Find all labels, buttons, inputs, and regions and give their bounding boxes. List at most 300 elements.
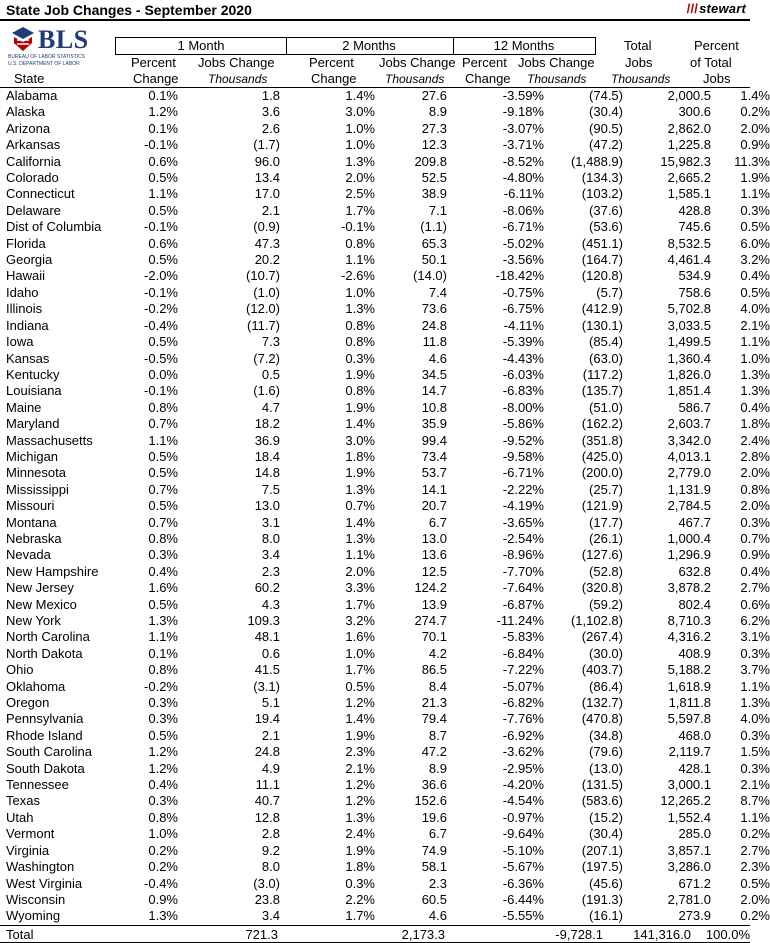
cell-total-jobs: 8,532.5 [667, 235, 711, 251]
cell-state: Oregon [6, 695, 50, 711]
cell-pct-change-2m: 2.5% [345, 186, 375, 202]
cell-pct-change-1m: 1.3% [148, 613, 178, 628]
cell-pct-change-2m: 0.3% [345, 350, 375, 366]
cell-jobs-change-12m: (45.6) [589, 875, 623, 891]
cell-state: Louisiana [6, 383, 62, 399]
cell-jobs-change-12m: (1,488.9) [570, 153, 623, 169]
cell-pct-change-1m: 0.5% [148, 170, 178, 186]
cell-jobs-change-2m: 8.9 [428, 104, 447, 120]
cell-pct-change-12m: -6.71% [502, 465, 544, 481]
table-row [0, 482, 770, 498]
cell-jobs-change-12m: (25.7) [589, 481, 623, 497]
header-thousands-12m: Thousands [527, 72, 587, 86]
cell-pct-change-1m: 0.6% [148, 235, 178, 251]
cell-state: Arizona [6, 120, 51, 136]
header-thousands-total: Thousands [611, 72, 671, 86]
cell-state: Illinois [6, 301, 43, 317]
cell-pct-change-1m: 1.1% [148, 186, 178, 202]
cell-pct-change-12m: -3.59% [502, 88, 544, 103]
cell-state: Maine [6, 399, 42, 415]
cell-pct-change-1m: 0.3% [148, 711, 178, 727]
cell-pct-change-1m: 0.5% [148, 596, 178, 612]
bls-logo-text: BLS [38, 25, 89, 54]
header-thousands-2m: Thousands [385, 72, 445, 86]
table-row [0, 285, 770, 301]
cell-pct-change-2m: 0.8% [345, 334, 375, 350]
cell-pct-of-total: 1.0% [740, 350, 770, 366]
cell-state: Rhode Island [6, 727, 83, 743]
cell-pct-change-1m: 0.5% [148, 448, 178, 464]
cell-jobs-change-1m: 40.7 [254, 793, 280, 809]
header-state: State [14, 71, 45, 86]
cell-jobs-change-1m: 13.4 [254, 170, 280, 186]
cell-jobs-change-2m: 47.2 [421, 744, 447, 760]
cell-pct-change-12m: -6.87% [502, 596, 544, 612]
cell-jobs-change-12m: (425.0) [581, 448, 623, 464]
cell-total-jobs: 1,811.8 [668, 695, 711, 711]
cell-jobs-change-1m: 2.1 [261, 727, 280, 743]
cell-jobs-change-2m: 6.7 [428, 826, 447, 842]
cell-pct-change-12m: -0.75% [502, 284, 544, 300]
cell-state: Kentucky [6, 366, 60, 382]
table-row [0, 301, 770, 317]
cell-pct-change-12m: -2.54% [502, 530, 544, 546]
cell-pct-change-1m: 0.7% [148, 416, 178, 432]
cell-pct-change-2m: 0.5% [345, 678, 375, 694]
cell-pct-change-2m: 1.7% [345, 662, 375, 678]
group-1-month: 1 Month [115, 37, 287, 55]
cell-pct-change-2m: -2.6% [341, 268, 375, 284]
cell-jobs-change-12m: (59.2) [589, 596, 623, 612]
table-row [0, 367, 770, 383]
cell-pct-change-1m: 0.2% [148, 842, 178, 858]
cell-jobs-change-2m: 7.1 [428, 202, 447, 218]
cell-jobs-change-1m: (10.7) [246, 268, 280, 284]
cell-jobs-change-1m: 18.4 [254, 448, 280, 464]
cell-pct-change-2m: 2.1% [345, 760, 375, 776]
cell-pct-change-12m: -7.64% [502, 580, 544, 596]
cell-pct-change-1m: 0.1% [148, 88, 178, 103]
cell-pct-change-1m: 0.6% [148, 153, 178, 169]
cell-jobs-change-12m: (403.7) [581, 662, 623, 678]
header-pct-change-2m-b: Change [311, 71, 357, 86]
cell-jobs-change-2m: 73.6 [421, 301, 447, 317]
cell-pct-change-12m: -6.11% [503, 186, 544, 202]
cell-jobs-change-1m: 4.3 [261, 596, 280, 612]
cell-pct-change-12m: -3.56% [502, 252, 544, 268]
cell-jobs-change-1m: 12.8 [254, 809, 280, 825]
table-body [0, 88, 770, 925]
cell-state: Wyoming [6, 908, 61, 924]
cell-pct-of-total: 0.5% [740, 875, 770, 891]
cell-pct-change-12m: -9.64% [502, 826, 544, 842]
cell-jobs-change-12m: (30.0) [589, 645, 623, 661]
table-row [0, 843, 770, 859]
cell-pct-of-total: 0.3% [740, 727, 770, 743]
group-12-months: 12 Months [453, 37, 596, 55]
cell-jobs-change-12m: (30.4) [589, 104, 623, 120]
cell-jobs-change-1m: 14.8 [254, 465, 280, 481]
cell-pct-change-12m: -4.19% [502, 498, 544, 514]
cell-jobs-change-12m: (207.1) [581, 842, 623, 858]
cell-pct-change-1m: 0.3% [148, 695, 178, 711]
cell-pct-change-2m: 1.2% [345, 793, 375, 809]
cell-jobs-change-1m: (12.0) [246, 301, 280, 317]
cell-pct-change-2m: 1.2% [345, 695, 375, 711]
table-row [0, 351, 770, 367]
cell-total-jobs: 1,826.0 [667, 366, 711, 382]
cell-jobs-change-12m: (86.4) [589, 678, 623, 694]
table-row [0, 531, 770, 547]
cell-pct-of-total: 0.3% [740, 202, 770, 218]
cell-pct-change-2m: 1.3% [345, 530, 375, 546]
cell-pct-of-total: 2.7% [740, 842, 770, 858]
cell-pct-of-total: 6.2% [740, 613, 770, 628]
cell-total-jobs: 300.6 [678, 104, 711, 120]
cell-jobs-change-1m: 41.5 [254, 662, 280, 678]
cell-total-jobs: 2,119.7 [668, 744, 711, 760]
cell-jobs-change-1m: 17.0 [254, 186, 280, 202]
cell-total-jobs: 632.8 [678, 563, 711, 579]
cell-pct-change-1m: 0.7% [148, 481, 178, 497]
cell-pct-change-12m: -6.92% [502, 727, 544, 743]
cell-pct-of-total: 0.3% [740, 514, 770, 530]
cell-jobs-change-2m: 4.2 [428, 645, 447, 661]
cell-jobs-change-1m: 24.8 [254, 744, 280, 760]
cell-total-jobs: 468.0 [678, 727, 711, 743]
cell-jobs-change-2m: 274.7 [414, 613, 447, 628]
cell-pct-change-2m: 2.4% [345, 826, 375, 842]
cell-pct-change-2m: 0.8% [345, 235, 375, 251]
cell-state: Minnesota [6, 465, 66, 481]
cell-jobs-change-2m: 58.1 [421, 859, 447, 875]
cell-jobs-change-1m: 9.2 [261, 842, 280, 858]
cell-jobs-change-2m: 24.8 [421, 317, 447, 333]
cell-state: Colorado [6, 170, 59, 186]
cell-jobs-change-1m: 7.5 [261, 481, 280, 497]
cell-jobs-change-1m: (0.9) [253, 219, 280, 235]
cell-pct-of-total: 0.5% [740, 284, 770, 300]
table-row [0, 88, 770, 104]
table-row [0, 564, 770, 580]
cell-pct-change-2m: 1.2% [345, 777, 375, 793]
table-row [0, 252, 770, 268]
cell-pct-of-total: 2.1% [740, 777, 770, 793]
cell-jobs-change-2m: 14.1 [421, 481, 447, 497]
cell-pct-change-1m: 0.5% [148, 202, 178, 218]
cell-jobs-change-2m: 65.3 [421, 235, 447, 251]
cell-total-jobs: 15,982.3 [660, 153, 711, 169]
cell-jobs-change-12m: (132.7) [581, 695, 623, 711]
table-row [0, 154, 770, 170]
cell-total-jobs: 4,316.2 [667, 629, 711, 645]
cell-state: Massachusetts [6, 432, 93, 448]
cell-pct-change-12m: -4.80% [502, 170, 544, 186]
cell-pct-change-1m: 0.3% [148, 547, 178, 563]
cell-jobs-change-12m: (135.7) [581, 383, 623, 399]
cell-total-jobs: 3,033.5 [667, 317, 711, 333]
cell-jobs-change-1m: 7.3 [261, 334, 280, 350]
cell-total-jobs: 2,665.2 [667, 170, 711, 186]
cell-pct-change-2m: 3.0% [345, 432, 375, 448]
cell-jobs-change-2m: 70.1 [421, 629, 447, 645]
cell-total-jobs: 2,784.5 [667, 498, 711, 514]
cell-pct-of-total: 1.4% [740, 88, 770, 103]
table-row [0, 383, 770, 399]
cell-total-jobs: 3,342.0 [667, 432, 711, 448]
cell-pct-change-1m: -0.2% [144, 678, 178, 694]
cell-pct-change-12m: -6.36% [502, 875, 544, 891]
table-row [0, 761, 770, 777]
total-jobs-1m: 721.3 [245, 927, 278, 942]
cell-state: Virginia [6, 842, 50, 858]
cell-pct-change-12m: -6.83% [502, 383, 544, 399]
cell-pct-change-1m: 0.4% [148, 563, 178, 579]
cell-jobs-change-2m: 34.5 [421, 366, 447, 382]
cell-jobs-change-1m: 13.0 [254, 498, 280, 514]
cell-pct-change-2m: 1.3% [345, 481, 375, 497]
cell-pct-change-1m: -0.1% [144, 383, 178, 399]
cell-jobs-change-1m: 47.3 [254, 235, 280, 251]
cell-pct-change-2m: 1.3% [345, 301, 375, 317]
table-row [0, 170, 770, 186]
cell-pct-of-total: 1.5% [740, 744, 770, 760]
cell-state: Mississippi [6, 481, 69, 497]
cell-pct-change-1m: 0.8% [148, 399, 178, 415]
cell-jobs-change-2m: 7.4 [428, 284, 447, 300]
cell-pct-change-2m: 1.0% [345, 137, 375, 153]
cell-pct-change-2m: 1.9% [345, 465, 375, 481]
table-row [0, 580, 770, 596]
cell-jobs-change-2m: 20.7 [421, 498, 447, 514]
cell-pct-of-total: 0.4% [740, 268, 770, 284]
cell-total-jobs: 3,000.1 [667, 777, 711, 793]
cell-pct-change-12m: -9.52% [502, 432, 544, 448]
cell-pct-change-1m: 0.0% [148, 366, 178, 382]
cell-jobs-change-1m: 96.0 [254, 153, 280, 169]
cell-jobs-change-2m: 152.6 [414, 793, 447, 809]
cell-jobs-change-2m: 86.5 [421, 662, 447, 678]
cell-jobs-change-12m: (53.6) [589, 219, 623, 235]
cell-pct-of-total: 2.4% [740, 432, 770, 448]
cell-jobs-change-12m: (164.7) [581, 252, 623, 268]
cell-state: Georgia [6, 252, 53, 268]
total-total-jobs: 141,316.0 [633, 927, 691, 942]
cell-pct-of-total: 3.2% [740, 252, 770, 268]
cell-total-jobs: 758.6 [678, 284, 711, 300]
table-row [0, 597, 770, 613]
cell-jobs-change-2m: 4.6 [428, 908, 447, 924]
state-jobs-table [0, 88, 770, 925]
cell-total-jobs: 534.9 [678, 268, 711, 284]
cell-state: South Dakota [6, 760, 85, 776]
cell-pct-change-1m: -0.1% [144, 137, 178, 153]
cell-pct-change-12m: -2.22% [502, 481, 544, 497]
cell-pct-change-1m: -0.1% [144, 219, 178, 235]
cell-jobs-change-12m: (191.3) [581, 891, 623, 907]
table-row [0, 236, 770, 252]
cell-total-jobs: 671.2 [678, 875, 711, 891]
header-pct-total-1: Percent [694, 38, 739, 53]
cell-state: Tennessee [6, 777, 69, 793]
cell-jobs-change-12m: (117.2) [582, 366, 623, 382]
cell-total-jobs: 8,710.3 [667, 613, 711, 628]
cell-pct-of-total: 0.2% [740, 908, 770, 924]
cell-pct-of-total: 0.8% [740, 481, 770, 497]
table-row [0, 679, 770, 695]
cell-jobs-change-1m: (3.1) [253, 678, 280, 694]
table-row [0, 695, 770, 711]
cell-pct-change-12m: -7.22% [502, 662, 544, 678]
cell-state: Washington [6, 859, 75, 875]
table-row [0, 859, 770, 875]
cell-jobs-change-2m: 27.6 [421, 88, 447, 103]
cell-pct-change-12m: -4.11% [503, 317, 544, 333]
cell-total-jobs: 1,499.5 [667, 334, 711, 350]
cell-jobs-change-12m: (34.8) [589, 727, 623, 743]
cell-jobs-change-1m: 23.8 [254, 891, 280, 907]
bls-logo-line1: BUREAU OF LABOR STATISTICS [8, 54, 86, 60]
cell-jobs-change-1m: 20.2 [254, 252, 280, 268]
cell-pct-change-12m: -2.95% [502, 760, 544, 776]
table-row [0, 662, 770, 678]
cell-pct-of-total: 0.9% [740, 137, 770, 153]
cell-jobs-change-12m: (63.0) [589, 350, 623, 366]
group-2-months: 2 Months [285, 37, 454, 55]
cell-pct-of-total: 1.3% [740, 366, 770, 382]
cell-jobs-change-1m: 0.6 [261, 645, 280, 661]
cell-pct-of-total: 0.2% [740, 826, 770, 842]
cell-state: Missouri [6, 498, 55, 514]
cell-total-jobs: 12,265.2 [660, 793, 711, 809]
header-thousands-1m: Thousands [208, 72, 268, 86]
cell-pct-change-1m: 0.5% [148, 498, 178, 514]
cell-jobs-change-2m: 13.9 [421, 596, 447, 612]
cell-pct-change-12m: -8.00% [502, 399, 544, 415]
cell-pct-change-12m: -0.97% [502, 809, 544, 825]
cell-jobs-change-1m: 2.1 [261, 202, 280, 218]
table-row [0, 515, 770, 531]
table-row [0, 908, 770, 924]
cell-jobs-change-12m: (26.1) [589, 530, 623, 546]
cell-pct-of-total: 2.1% [740, 317, 770, 333]
cell-jobs-change-1m: 1.8 [261, 88, 280, 103]
bls-logo [8, 24, 100, 68]
cell-pct-change-1m: 0.1% [148, 645, 178, 661]
cell-pct-change-1m: 1.2% [148, 744, 178, 760]
cell-pct-change-12m: -7.76% [502, 711, 544, 727]
table-row [0, 876, 770, 892]
cell-state: Montana [6, 514, 57, 530]
cell-total-jobs: 273.9 [678, 908, 711, 924]
cell-state: Utah [6, 809, 34, 825]
cell-pct-of-total: 0.4% [740, 563, 770, 579]
cell-pct-change-1m: 0.8% [148, 530, 178, 546]
cell-jobs-change-12m: (13.0) [589, 760, 623, 776]
cell-jobs-change-1m: (1.6) [253, 383, 280, 399]
header-jobs-change-12m: Jobs Change [518, 55, 595, 70]
cell-total-jobs: 1,585.1 [667, 186, 711, 202]
cell-pct-change-2m: 1.9% [345, 842, 375, 858]
cell-state: North Dakota [6, 645, 83, 661]
cell-state: Michigan [6, 448, 59, 464]
stewart-logo-icon: /// [686, 1, 699, 16]
cell-pct-of-total: 8.7% [740, 793, 770, 809]
header-pct-total-2: of Total [690, 55, 732, 70]
cell-pct-change-2m: 2.0% [345, 563, 375, 579]
cell-pct-change-2m: 1.7% [345, 202, 375, 218]
cell-total-jobs: 467.7 [678, 514, 711, 530]
cell-pct-change-1m: -0.1% [144, 284, 178, 300]
cell-total-jobs: 3,878.2 [667, 580, 711, 596]
cell-pct-of-total: 2.8% [740, 448, 770, 464]
cell-total-jobs: 5,702.8 [667, 301, 711, 317]
cell-pct-change-2m: 1.1% [345, 252, 375, 268]
table-row [0, 793, 770, 809]
bls-seal-icon [10, 25, 36, 53]
cell-jobs-change-1m: (3.0) [253, 875, 280, 891]
cell-pct-change-2m: 3.2% [345, 613, 375, 628]
cell-jobs-change-2m: 10.8 [421, 399, 447, 415]
cell-jobs-change-12m: (320.8) [581, 580, 623, 596]
total-pct-total: 100.0% [705, 927, 750, 942]
cell-state: California [6, 153, 61, 169]
cell-state: Iowa [6, 334, 34, 350]
header-total-1: Total [624, 38, 652, 53]
cell-jobs-change-2m: 4.6 [428, 350, 447, 366]
cell-jobs-change-1m: 4.7 [261, 399, 280, 415]
cell-jobs-change-2m: 13.6 [421, 547, 447, 563]
cell-jobs-change-2m: 11.8 [422, 334, 447, 350]
cell-pct-of-total: 2.0% [740, 498, 770, 514]
cell-pct-change-1m: -0.2% [144, 301, 178, 317]
table-row [0, 121, 770, 137]
cell-jobs-change-12m: (16.1) [589, 908, 623, 924]
cell-pct-change-1m: 1.0% [148, 826, 178, 842]
cell-jobs-change-2m: 50.1 [421, 252, 447, 268]
cell-pct-of-total: 1.1% [740, 809, 770, 825]
cell-pct-change-2m: 2.3% [345, 744, 375, 760]
cell-pct-change-12m: -4.43% [502, 350, 544, 366]
table-row [0, 728, 770, 744]
cell-pct-change-1m: -2.0% [144, 268, 178, 284]
cell-jobs-change-1m: 2.8 [261, 826, 280, 842]
cell-total-jobs: 1,851.4 [667, 383, 711, 399]
cell-state: Alabama [6, 88, 58, 103]
cell-pct-change-2m: 1.0% [345, 645, 375, 661]
cell-pct-change-12m: -8.52% [502, 153, 544, 169]
cell-pct-change-2m: 1.4% [345, 514, 375, 530]
cell-total-jobs: 1,360.4 [667, 350, 711, 366]
cell-jobs-change-12m: (351.8) [581, 432, 623, 448]
cell-total-jobs: 3,857.1 [667, 842, 711, 858]
cell-total-jobs: 4,461.4 [667, 252, 711, 268]
table-row [0, 892, 770, 908]
cell-total-jobs: 2,781.0 [667, 891, 711, 907]
total-row [0, 925, 750, 943]
cell-pct-change-12m: -8.06% [502, 202, 544, 218]
cell-pct-change-12m: -4.54% [502, 793, 544, 809]
cell-jobs-change-12m: (51.0) [589, 399, 623, 415]
cell-pct-change-12m: -4.20% [502, 777, 544, 793]
cell-jobs-change-1m: 3.4 [261, 908, 280, 924]
cell-total-jobs: 285.0 [678, 826, 711, 842]
table-row [0, 613, 770, 629]
cell-pct-of-total: 3.7% [740, 662, 770, 678]
cell-state: Nebraska [6, 530, 62, 546]
cell-jobs-change-1m: 3.6 [261, 104, 280, 120]
table-row [0, 646, 770, 662]
